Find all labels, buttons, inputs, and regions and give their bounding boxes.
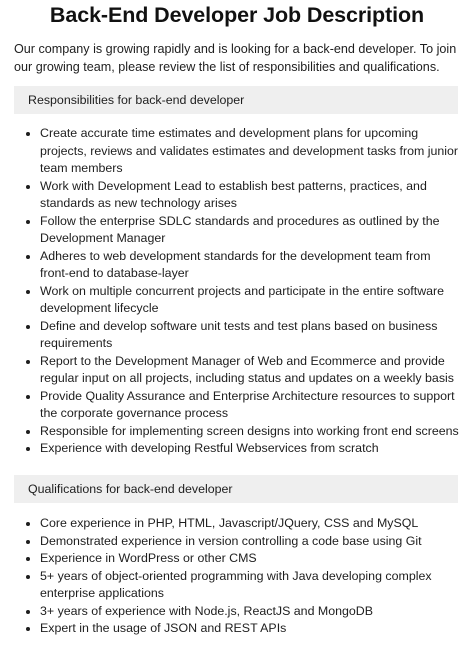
list-item: Experience in WordPress or other CMS <box>20 550 460 568</box>
list-item: Responsible for implementing screen designs into working front end screens <box>20 423 460 441</box>
list-item: Provide Quality Assurance and Enterprise Architecture resources to support the corporate governance process <box>20 388 460 423</box>
list-item: Report to the Development Manager of Web and Ecommerce and provide regular input on all projects, including status and updates on a weekly basis <box>20 353 460 388</box>
list-item: Follow the enterprise SDLC standards and procedures as outlined by the Development Manager <box>20 213 460 248</box>
list-item: 3+ years of experience with Node.js, ReactJS and MongoDB <box>20 603 460 621</box>
responsibilities-heading: Responsibilities for back-end developer <box>14 86 458 114</box>
qualifications-heading: Qualifications for back-end developer <box>14 475 458 503</box>
list-item: 5+ years of object-oriented programming with Java developing complex enterprise applications <box>20 568 460 603</box>
list-item: Define and develop software unit tests and test plans based on business requirements <box>20 318 460 353</box>
list-item: Expert in the usage of JSON and REST APIs <box>20 620 460 638</box>
qualifications-list <box>20 515 460 638</box>
page-title: Back-End Developer Job Description <box>49 3 425 27</box>
list-item: Core experience in PHP, HTML, Javascript/JQuery, CSS and MySQL <box>20 515 460 533</box>
list-item: Work on multiple concurrent projects and participate in the entire software development lifecycle <box>20 283 460 318</box>
intro-paragraph: Our company is growing rapidly and is looking for a back-end developer. To join our growing team, please review the list of responsibilities and qualifications. <box>14 42 457 74</box>
list-item: Experience with developing Restful Webservices from scratch <box>20 440 460 458</box>
list-item: Work with Development Lead to establish best patterns, practices, and standards as new technology arises <box>20 178 460 213</box>
list-item: Create accurate time estimates and development plans for upcoming projects, reviews and validates estimates and development tasks from junior team members <box>20 125 460 178</box>
list-item: Demonstrated experience in version controlling a code base using Git <box>20 533 460 551</box>
list-item: Adheres to web development standards for the development team from front-end to database-layer <box>20 248 460 283</box>
responsibilities-list <box>20 125 460 458</box>
